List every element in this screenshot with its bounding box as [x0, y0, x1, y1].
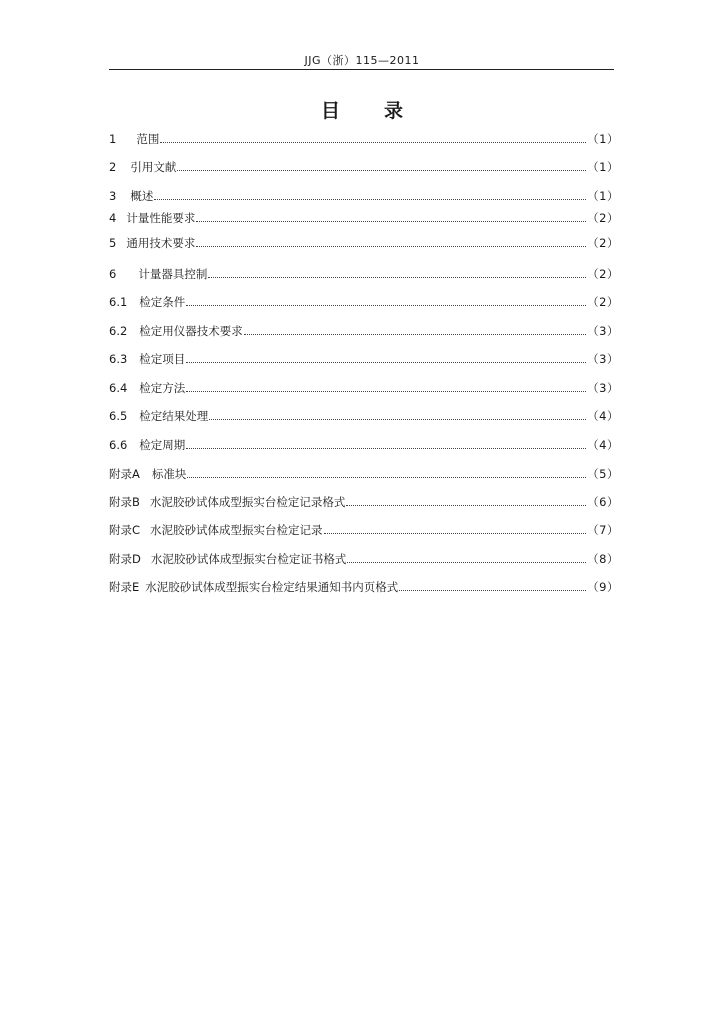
- toc-entry-number: 5: [109, 236, 117, 250]
- toc-entry-label: 检定周期: [139, 438, 186, 452]
- toc-entry[interactable]: [109, 131, 619, 147]
- toc-dot-leader: [346, 496, 586, 506]
- toc-entry-label: 计量性能要求: [126, 211, 196, 225]
- toc-entry[interactable]: [109, 466, 619, 482]
- toc-entry-number: 附录C: [109, 523, 141, 537]
- toc-entry-page: （2）: [587, 211, 619, 225]
- toc-entry-page: （3）: [587, 324, 619, 338]
- toc-entry-number: 附录A: [109, 467, 140, 481]
- toc-entry-label: 检定条件: [139, 295, 186, 309]
- toc-entry-page: （4）: [587, 409, 619, 423]
- toc-entry[interactable]: [109, 522, 619, 538]
- toc-entry-number: 6.5: [109, 409, 128, 423]
- toc-entry-number: 6.3: [109, 352, 128, 366]
- toc-entry-label: 通用技术要求: [126, 236, 196, 250]
- toc-entry-label: 水泥胶砂试体成型振实台检定证书格式: [150, 552, 347, 566]
- toc-entry[interactable]: [109, 351, 619, 367]
- toc-entry-page: （1）: [587, 189, 619, 203]
- toc-dot-leader: [186, 353, 586, 363]
- toc-entry-number: 附录E: [109, 580, 140, 594]
- toc-entry[interactable]: [109, 494, 619, 510]
- toc-dot-leader: [160, 133, 586, 143]
- toc-dot-leader: [347, 553, 586, 563]
- title-char-left: 目: [320, 100, 340, 122]
- toc-entry[interactable]: [109, 210, 619, 226]
- toc-entry-page: （1）: [587, 160, 619, 174]
- toc-entry-label: 概述: [130, 189, 154, 203]
- toc-entry[interactable]: [109, 188, 619, 204]
- toc-dot-leader: [196, 237, 586, 247]
- toc-entry[interactable]: [109, 380, 619, 396]
- toc-entry[interactable]: [109, 323, 619, 339]
- toc-entry-number: 6.1: [109, 295, 128, 309]
- toc-dot-leader: [154, 190, 586, 200]
- toc-entry[interactable]: [109, 437, 619, 453]
- toc-dot-leader: [208, 268, 586, 278]
- toc-entry[interactable]: [109, 294, 619, 310]
- toc-entry-page: （6）: [587, 495, 619, 509]
- toc-entry-number: 1: [109, 132, 117, 146]
- toc-entry[interactable]: [109, 266, 619, 282]
- toc-entry-number: 6.4: [109, 381, 128, 395]
- toc-entry-number: 6: [109, 267, 117, 281]
- toc-entry-number: 6.2: [109, 324, 128, 338]
- toc-entry-label: 检定方法: [139, 381, 186, 395]
- toc-dot-leader: [186, 296, 586, 306]
- toc-entry-page: （3）: [587, 352, 619, 366]
- toc-dot-leader: [186, 439, 586, 449]
- toc-entry-number: 2: [109, 160, 117, 174]
- page-title: [0, 96, 724, 123]
- toc-entry-number: 附录D: [109, 552, 141, 566]
- toc-entry[interactable]: [109, 408, 619, 424]
- toc-entry-number: 4: [109, 211, 117, 225]
- toc-entry-label: 检定项目: [139, 352, 186, 366]
- toc-dot-leader: [399, 581, 586, 591]
- title-char-right: 录: [384, 100, 404, 122]
- toc-entry-page: （3）: [587, 381, 619, 395]
- toc-entry-number: 附录B: [109, 495, 140, 509]
- toc-entry-page: （1）: [587, 132, 619, 146]
- toc-entry[interactable]: [109, 235, 619, 251]
- toc-entry-page: （2）: [587, 267, 619, 281]
- toc-entry-label: 水泥胶砂试体成型振实台检定记录格式: [149, 495, 346, 509]
- toc-entry-page: （8）: [587, 552, 619, 566]
- toc-entry[interactable]: [109, 579, 619, 595]
- toc-entry-label: 计量器具控制: [138, 267, 208, 281]
- toc-dot-leader: [324, 524, 587, 534]
- toc-entry-page: （7）: [587, 523, 619, 537]
- toc-entry-number: 3: [109, 189, 117, 203]
- toc-dot-leader: [244, 325, 586, 335]
- toc-entry[interactable]: [109, 159, 619, 175]
- standard-code: JJG（浙）115—2011: [304, 54, 420, 67]
- toc-dot-leader: [187, 468, 586, 478]
- header-rule: [109, 69, 614, 70]
- toc-entry[interactable]: [109, 551, 619, 567]
- toc-entry-label: 水泥胶砂试体成型振实台检定记录: [150, 523, 323, 537]
- toc-entry-page: （2）: [587, 295, 619, 309]
- toc-entry-page: （2）: [587, 236, 619, 250]
- toc-entry-label: 标准块: [151, 467, 187, 481]
- toc-entry-page: （5）: [587, 467, 619, 481]
- toc-dot-leader: [177, 161, 586, 171]
- toc-entry-page: （9）: [587, 580, 619, 594]
- toc-dot-leader: [186, 382, 586, 392]
- toc-dot-leader: [209, 410, 586, 420]
- toc-entry-page: （4）: [587, 438, 619, 452]
- toc-entry-number: 6.6: [109, 438, 128, 452]
- toc-entry-label: 范围: [136, 132, 160, 146]
- toc-entry-label: 水泥胶砂试体成型振实台检定结果通知书内页格式: [145, 580, 399, 594]
- toc-entry-label: 引用文献: [130, 160, 177, 174]
- toc-entry-label: 检定用仪器技术要求: [139, 324, 243, 338]
- toc-entry-label: 检定结果处理: [139, 409, 209, 423]
- toc-dot-leader: [196, 212, 586, 222]
